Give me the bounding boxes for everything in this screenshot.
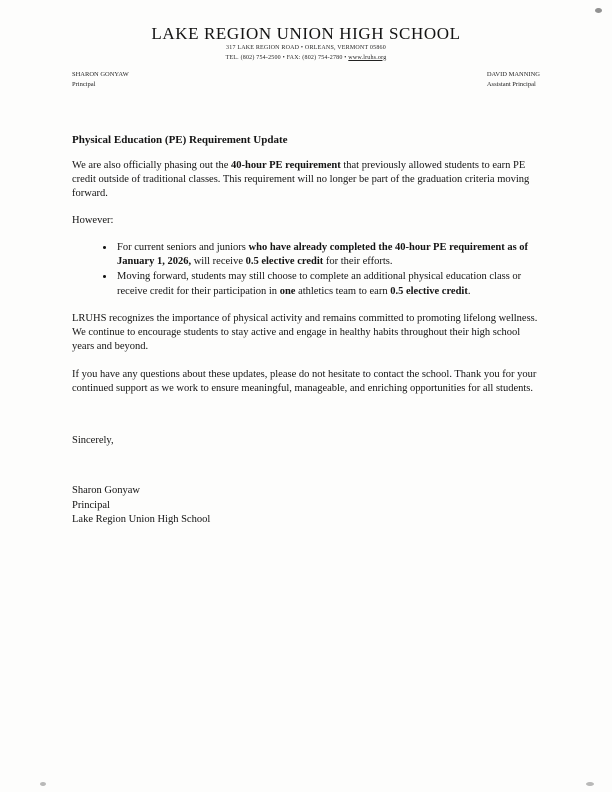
text-segment: for their efforts.	[323, 256, 393, 268]
assistant-principal-block	[487, 70, 540, 90]
principal-title: Principal	[72, 80, 96, 88]
scan-artifact	[586, 782, 594, 786]
text-segment-bold: 0.5 elective credit	[390, 285, 468, 297]
text-segment: We are also officially phasing out the	[72, 159, 232, 171]
text-segment: athletics team to earn	[295, 285, 391, 297]
bullet-moving-forward	[115, 270, 540, 299]
signature-org: Lake Region Union High School	[72, 513, 211, 525]
signature-title: Principal	[72, 499, 110, 511]
staff-row	[72, 70, 540, 90]
signature-block	[72, 484, 540, 527]
paragraph-wellness: LRUHS recognizes the importance of physical activity and remains committed to promoting lifelong wellness. We continue to encourage students to stay active and engage in healthy habits throughout their high school years and beyond.	[72, 312, 538, 353]
signature-name: Sharon Gonyaw	[72, 485, 140, 497]
paragraph-phase-out	[72, 159, 540, 202]
text-segment: For current seniors and juniors	[117, 241, 249, 253]
scan-artifact	[595, 8, 602, 13]
paragraph-questions: If you have any questions about these updates, please do not hesitate to contact the school. Thank you for your continued support as we work to ensure meaningful, manageable, and enriching opportunities for all students.	[72, 368, 537, 394]
tel-fax-text: TEL. (802) 754-2500 • FAX: (802) 754-2780 •	[225, 54, 349, 61]
assistant-principal-title: Assistant Principal	[486, 80, 536, 88]
text-segment: .	[467, 285, 471, 297]
scan-artifact	[40, 782, 46, 786]
text-segment-bold: one	[279, 285, 296, 297]
text-segment-bold: 0.5 elective credit	[245, 256, 324, 268]
principal-block	[72, 70, 129, 90]
letterhead	[72, 24, 540, 63]
school-website-link: www.lruhs.org	[348, 54, 387, 61]
text-segment: that previously allowed students to earn PE credit outside of traditional classes. This requirement will no longer be part of the graduation criteria moving forward.	[72, 159, 530, 200]
however-label: However:	[72, 215, 114, 227]
principal-name: SHARON GONYAW	[72, 71, 129, 79]
closing-sincerely: Sincerely,	[72, 435, 114, 447]
school-address: 317 LAKE REGION ROAD • ORLEANS, VERMONT 05860	[226, 45, 386, 51]
school-name: LAKE REGION UNION HIGH SCHOOL	[151, 24, 461, 43]
text-segment-bold: who have already completed the 40-hour PE requirement as of January 1, 2026,	[117, 241, 529, 268]
bullet-seniors-juniors	[115, 241, 540, 270]
assistant-principal-name: DAVID MANNING	[486, 71, 540, 79]
text-segment-bold: 40-hour PE requirement	[231, 159, 341, 171]
letter-title: Physical Education (PE) Requirement Update	[72, 133, 288, 146]
bullet-list	[72, 241, 540, 299]
school-contact-line	[72, 54, 540, 64]
text-segment: will receive	[191, 256, 246, 268]
text-segment: Moving forward, students may still choose to complete an additional physical education class or receive credit for their participation in	[117, 271, 522, 297]
